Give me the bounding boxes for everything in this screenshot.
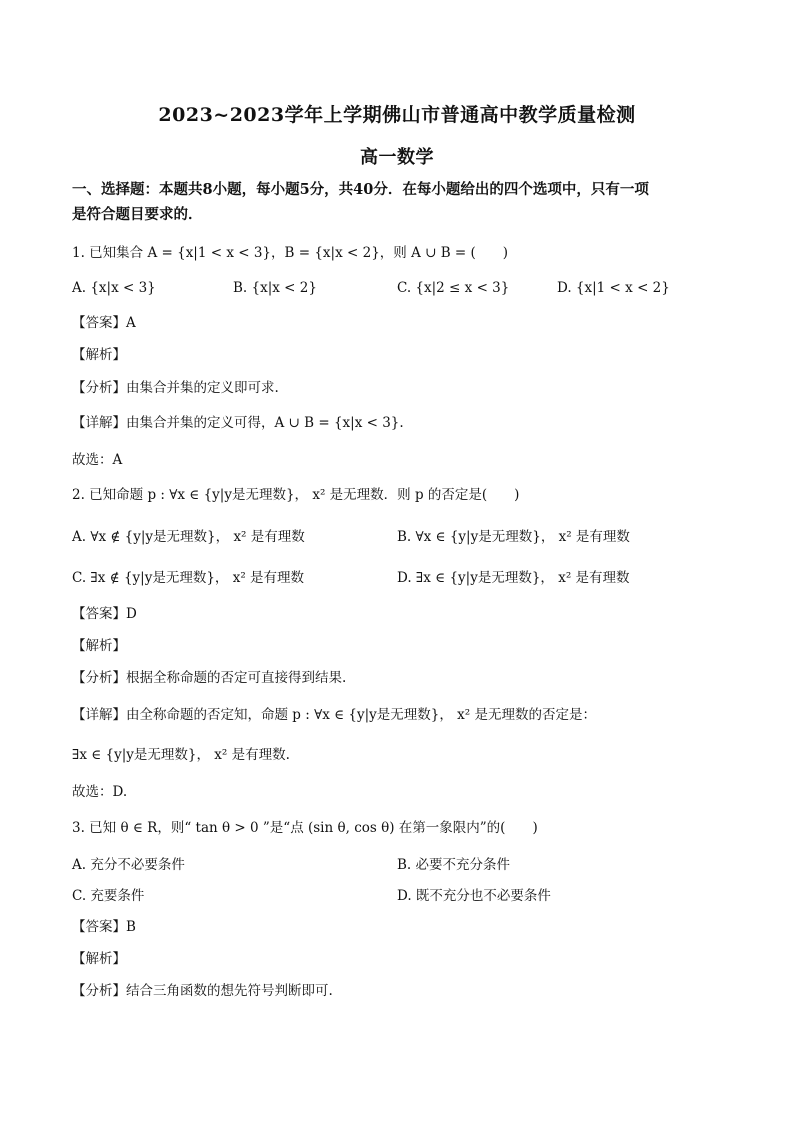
question-3-option-b: B. 必要不充分条件 [397, 857, 511, 873]
question-1-choice: 故选：A [72, 452, 123, 468]
question-2-analysis: 【分析】根据全称命题的否定可直接得到结果. [72, 670, 347, 686]
question-3-analysis-label: 【解析】 [72, 951, 126, 967]
question-1-answer: 【答案】A [72, 315, 136, 331]
page-title: 2023~2023学年上学期佛山市普通高中教学质量检测 [158, 104, 636, 126]
question-2-detail-continued: ∃x ∈ {y|y是无理数}， x² 是有理数. [72, 747, 290, 763]
question-2-option-c: C. ∃x ∉ {y|y是无理数}， x² 是有理数 [72, 570, 305, 586]
question-3-option-c: C. 充要条件 [72, 888, 145, 904]
question-2-choice: 故选：D. [72, 784, 128, 800]
question-2-option-b: B. ∀x ∈ {y|y是无理数}， x² 是有理数 [397, 529, 630, 545]
section-heading-continued: 是符合题目要求的． [72, 206, 203, 223]
question-2-option-a: A. ∀x ∉ {y|y是无理数}， x² 是有理数 [72, 529, 305, 545]
question-1-analysis: 【分析】由集合并集的定义即可求. [72, 380, 279, 396]
question-1-detail: 【详解】由集合并集的定义可得，A ∪ B = {x|x < 3}. [72, 415, 404, 431]
section-heading: 一、选择题：本题共8小题，每小题5分，共40分．在每小题给出的四个选项中，只有一项 [72, 181, 649, 198]
question-2-detail: 【详解】由全称命题的否定知，命题 p : ∀x ∈ {y|y是无理数}， x² 是无理数的否定是： [72, 707, 596, 723]
page-subtitle: 高一数学 [360, 147, 434, 168]
question-3-option-a: A. 充分不必要条件 [72, 857, 185, 873]
question-2-option-d: D. ∃x ∈ {y|y是无理数}， x² 是有理数 [397, 570, 630, 586]
question-1-analysis-label: 【解析】 [72, 347, 126, 363]
question-1-stem: 1. 已知集合 A = {x|1 < x < 3}，B = {x|x < 2}，则 A ∪ B = ( ) [72, 245, 509, 261]
question-1-option-a: A. {x|x < 3} [72, 280, 156, 296]
question-2-stem: 2. 已知命题 p : ∀x ∈ {y|y是无理数}， x² 是无理数．则 p 的否定是( ) [72, 487, 520, 503]
question-2-answer: 【答案】D [72, 606, 137, 622]
question-1-option-b: B. {x|x < 2} [233, 280, 317, 296]
question-1-option-c: C. {x|2 ≤ x < 3} [397, 280, 510, 296]
question-2-analysis-label: 【解析】 [72, 638, 126, 654]
question-3-analysis: 【分析】结合三角函数的想先符号判断即可. [72, 983, 333, 999]
question-3-stem: 3. 已知 θ ∈ R，则“ tan θ > 0 ”是“点 (sin θ, cos θ) 在第一象限内”的( ) [72, 820, 538, 836]
question-3-answer: 【答案】B [72, 919, 136, 935]
question-1-option-d: D. {x|1 < x < 2} [557, 280, 670, 296]
question-3-option-d: D. 既不充分也不必要条件 [397, 888, 551, 904]
